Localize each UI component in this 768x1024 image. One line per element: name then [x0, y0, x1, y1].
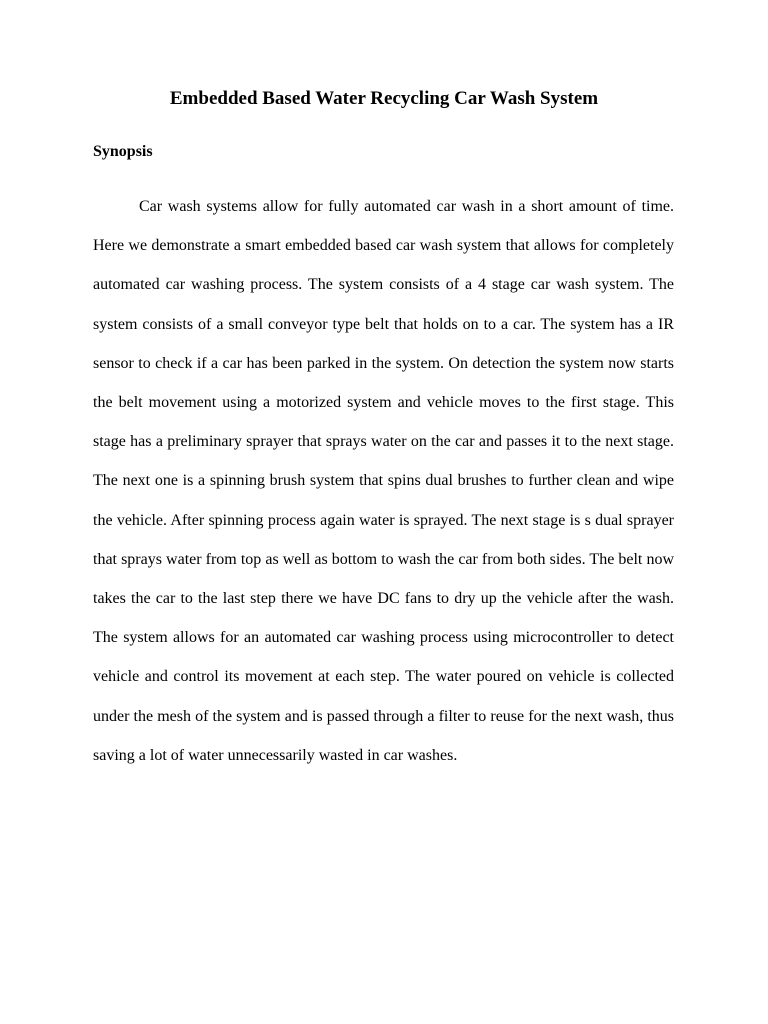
document-title: Embedded Based Water Recycling Car Wash System [169, 88, 599, 109]
synopsis-paragraph: Car wash systems allow for fully automated car wash in a short amount of time. Here we demonstrate a smart embedded based car wash system that allows for completely automated car washing process. The system consists of a 4 stage car wash system. The system consists of a small conveyor type belt that holds on to a car. The system has a IR sensor to check if a car has been parked in the system. On detection the system now starts the belt movement using a motorized system and vehicle moves to the first stage. This stage has a preliminary sprayer that sprays water on the car and passes it to the next stage. The next one is a spinning brush system that spins dual brushes to further clean and wipe the vehicle. After spinning process again water is sprayed. The next stage is s dual sprayer that sprays water from top as well as bottom to wash the car from both sides. The belt now takes the car to the last step there we have DC fans to dry up the vehicle after the wash. The system allows for an automated car washing process using microcontroller to detect vehicle and control its movement at each step. The water poured on vehicle is collected under the mesh of the system and is passed through a filter to reuse for the next wash, thus saving a lot of water unnecessarily wasted in car washes. [93, 198, 674, 764]
section-heading-synopsis: Synopsis [93, 143, 153, 160]
